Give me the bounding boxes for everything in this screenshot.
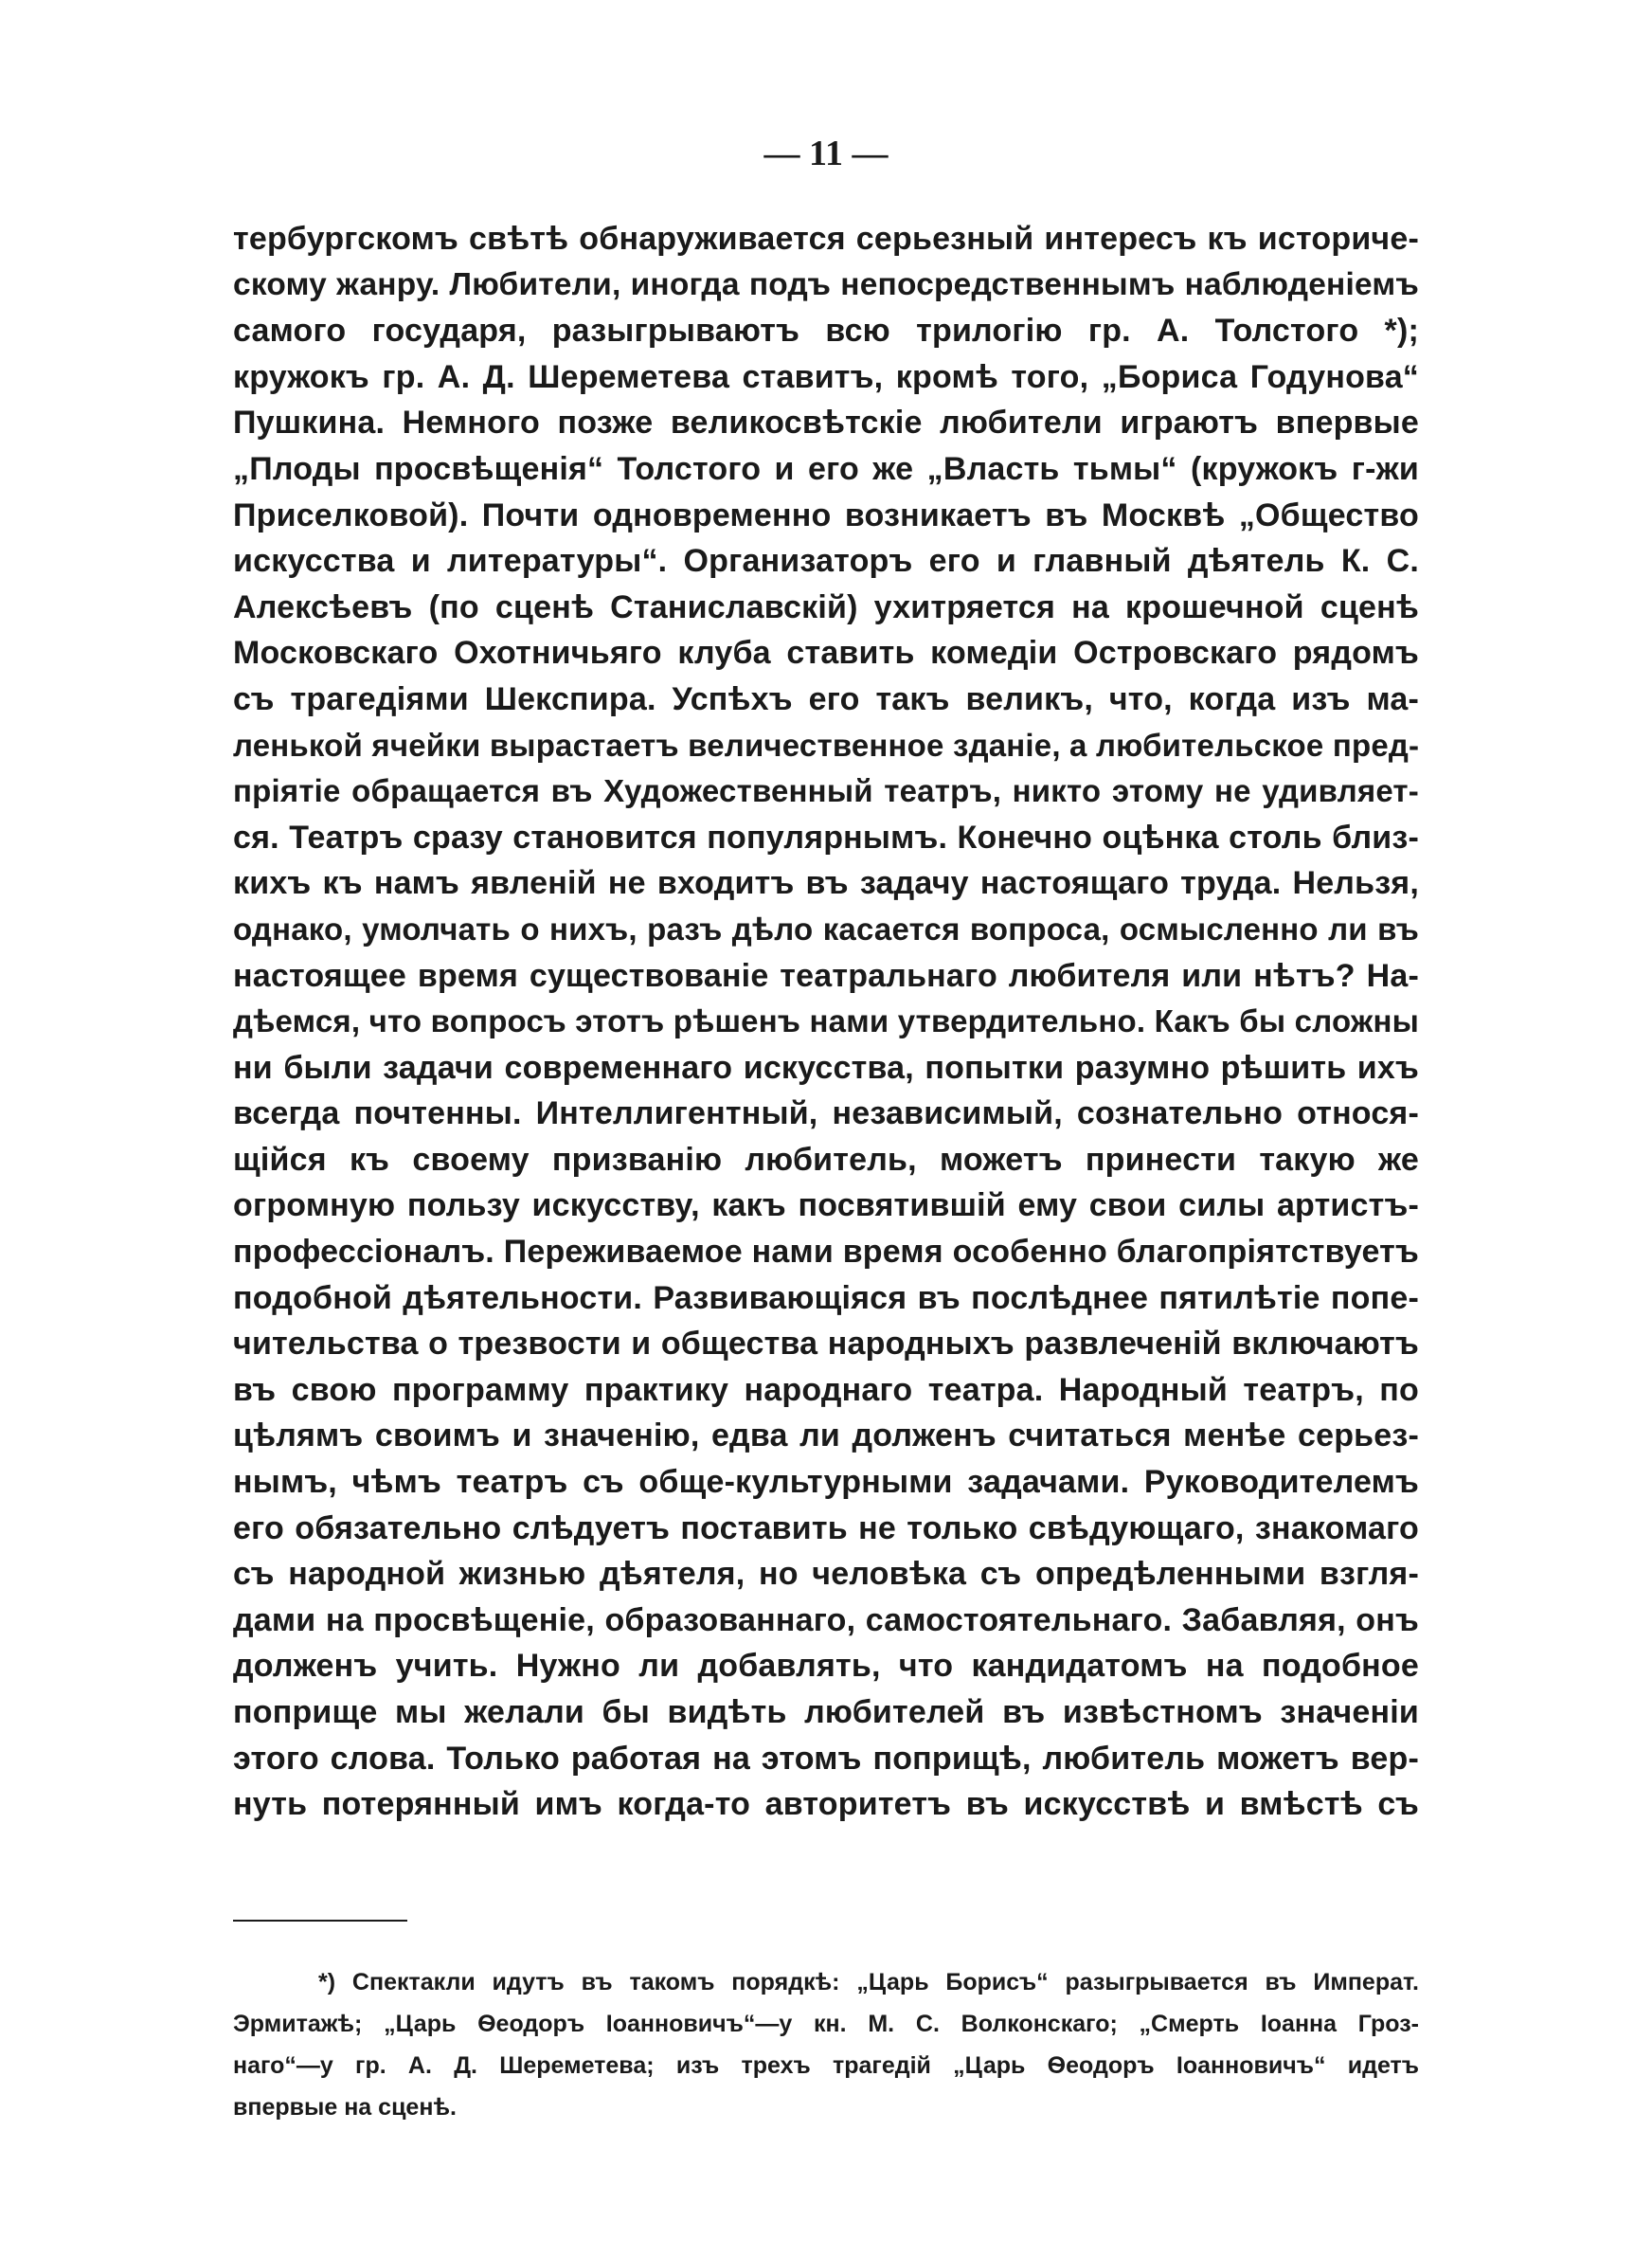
footnote-line: Эрмитажѣ; „Царь Ѳеодоръ Іоанновичъ“—у кн. М. С. Волконскаго; „Смерть Іоанна Гроз- — [233, 2011, 1419, 2037]
text-line: ни были задачи современнаго искусства, попытки разумно рѣшить ихъ — [233, 1049, 1419, 1086]
text-line: ся. Театръ сразу становится популярнымъ. Конечно оцѣнка столь близ- — [233, 819, 1419, 856]
text-line: всегда почтенны. Интеллигентный, независимый, сознательно относя- — [233, 1095, 1419, 1132]
text-line: тербургскомъ свѣтѣ обнаруживается серьезный интересъ къ историче- — [233, 221, 1419, 257]
text-line: съ народной жизнью дѣятеля, но человѣка съ опредѣленными взгля- — [233, 1556, 1419, 1593]
text-line: пріятіе обращается въ Художественный театръ, никто этому не удивляет- — [233, 773, 1419, 809]
page-number: — 11 — — [763, 134, 889, 173]
main-text-block — [233, 216, 1419, 1828]
footnote-block — [233, 1961, 1419, 2128]
text-line: профессіоналъ. Переживаемое нами время особенно благопріятствуетъ — [233, 1234, 1419, 1271]
text-line: съ трагедіями Шекспира. Успѣхъ его такъ великъ, что, когда изъ ма- — [233, 680, 1419, 717]
text-line: самого государя, разыгрываютъ всю трилогію гр. А. Толстого *); — [233, 313, 1419, 350]
text-line: ленькой ячейки вырастаетъ величественное зданіе, а любительское пред- — [233, 727, 1420, 763]
text-line: огромную пользу искусству, какъ посвятившій ему свои силы артистъ- — [233, 1187, 1419, 1224]
text-line: щійся къ своему призванію любитель, можетъ принести такую же — [233, 1141, 1419, 1178]
text-line: въ свою программу практику народнаго театра. Народный театръ, по — [233, 1371, 1419, 1408]
text-line: кружокъ гр. А. Д. Шереметева ставитъ, кромѣ того, „Бориса Годунова“ — [233, 358, 1419, 395]
text-line: однако, умолчать о нихъ, разъ дѣло касается вопроса, осмысленно ли въ — [233, 911, 1419, 947]
text-line: Пушкина. Немного позже великосвѣтскіе любители играютъ впервые — [233, 405, 1419, 442]
text-line: подобной дѣятельности. Развивающіяся въ послѣднее пятилѣтіе попе- — [233, 1279, 1419, 1316]
text-line: нымъ, чѣмъ театръ съ обще-культурными задачами. Руководителемъ — [233, 1464, 1419, 1501]
text-line: искусства и литературы“. Организаторъ его и главный дѣятель К. С. — [233, 543, 1419, 580]
text-line: этого слова. Только работая на этомъ поприщѣ, любитель можетъ вер- — [233, 1740, 1419, 1777]
text-line: чительства о трезвости и общества народныхъ развлеченій включаютъ — [233, 1326, 1419, 1363]
text-line: Московскаго Охотничьяго клуба ставить комедіи Островскаго рядомъ — [233, 635, 1419, 672]
text-line: дами на просвѣщеніе, образованнаго, самостоятельнаго. Забавляя, онъ — [233, 1601, 1419, 1638]
text-line: скому жанру. Любители, иногда подъ непосредственнымъ наблюденіемъ — [233, 266, 1419, 302]
text-line: нуть потерянный имъ когда-то авторитетъ въ искусствѣ и вмѣстѣ съ — [233, 1786, 1419, 1823]
footnote-divider — [233, 1920, 407, 1922]
text-line: настоящее время существованіе театральнаго любителя или нѣтъ? На- — [233, 957, 1419, 994]
text-line: „Плоды просвѣщенія“ Толстого и его же „Власть тьмы“ (кружокъ г-жи — [233, 450, 1419, 487]
footnote-line: *) Спектакли идутъ въ такомъ порядкѣ: „Царь Борисъ“ разыгрывается въ Императ. — [318, 1969, 1419, 1995]
text-line: Алексѣевъ (по сценѣ Станиславскій) ухитряется на крошечной сценѣ — [233, 588, 1419, 625]
text-line: поприще мы желали бы видѣть любителей въ извѣстномъ значеніи — [233, 1694, 1419, 1730]
text-line: цѣлямъ своимъ и значенію, едва ли долженъ считаться менѣе серьез- — [233, 1417, 1419, 1454]
text-line: его обязательно слѣдуетъ поставить не только свѣдующаго, знакомаго — [233, 1509, 1419, 1546]
text-line: дѣемся, что вопросъ этотъ рѣшенъ нами утвердительно. Какъ бы сложны — [233, 1003, 1419, 1039]
footnote-line: впервые на сценѣ. — [233, 2094, 457, 2121]
text-line: кихъ къ намъ явленій не входитъ въ задачу настоящаго труда. Нельзя, — [233, 865, 1419, 902]
footnote-line: наго“—у гр. А. Д. Шереметева; изъ трехъ трагедій „Царь Ѳеодоръ Іоанновичъ“ идетъ — [233, 2052, 1419, 2079]
text-line: Приселковой). Почти одновременно возникаетъ въ Москвѣ „Общество — [233, 497, 1419, 533]
text-line: долженъ учить. Нужно ли добавлять, что кандидатомъ на подобное — [233, 1648, 1419, 1685]
